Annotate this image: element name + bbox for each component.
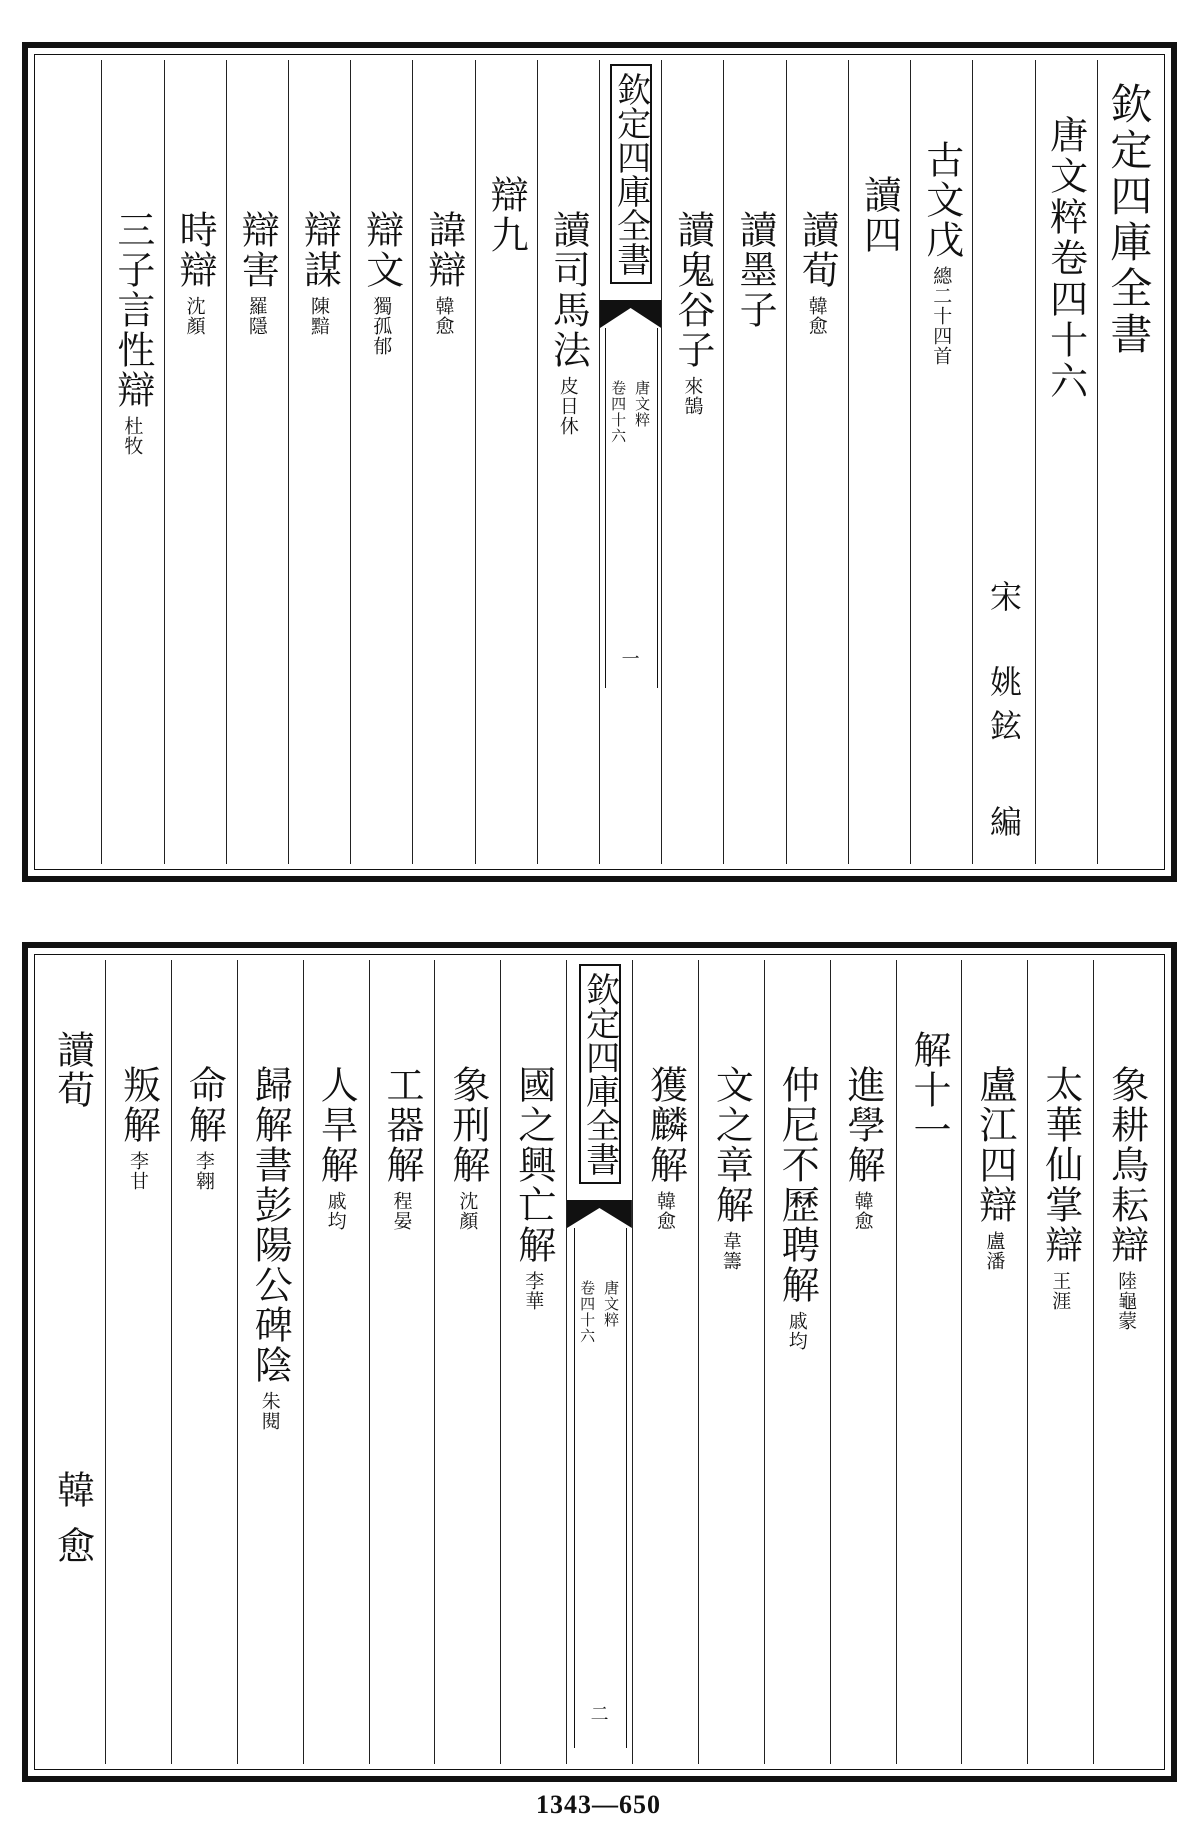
book-heading: 欽定四庫全書 [1104,82,1154,358]
toc-entry [421,210,466,336]
entry-title: 辯謀 [297,210,342,290]
category [919,140,964,366]
entry-author: 韓愈 [851,1191,874,1231]
entry-title: 太華仙掌辯 [1038,1065,1083,1265]
column [910,60,972,864]
entry-author: 杜牧 [121,416,144,456]
column [237,960,303,1764]
entry-title: 辯文 [359,210,404,290]
fold-caption [577,1280,622,1344]
category-note: 總二十四首 [930,266,953,366]
fold-page-number: 二 [590,1704,609,1725]
page-1-frame [22,42,1177,882]
column [105,960,171,1764]
entry-author: 李華 [522,1271,545,1311]
entry-title: 象刑解 [445,1065,490,1185]
entry-title: 文之章解 [709,1065,754,1225]
column [434,960,500,1764]
section-heading: 辯九 [484,175,529,255]
entry-author: 韓愈 [653,1191,676,1231]
fold-caption [608,380,653,444]
compiler-role: 編 [984,805,1023,837]
entry-title: 辯害 [235,210,280,290]
entry-author: 陸龜蒙 [1115,1271,1138,1331]
entry-author: 戚均 [785,1311,808,1351]
category-title: 古文戊 [919,140,964,260]
toc-entry [173,210,218,336]
fold-juan: 卷四十六 [578,1280,597,1344]
column [40,960,105,1764]
entry-author: 戚均 [324,1191,347,1231]
column [101,60,163,864]
catalog-number: 1343—650 [536,1790,661,1819]
entry-title: 讀鬼谷子 [670,210,715,370]
column [1097,60,1159,864]
entry-title: 歸解書彭陽公碑陰 [248,1065,293,1385]
toc-entry [643,1065,688,1231]
column [412,60,474,864]
fish-tail-icon [600,300,661,328]
toc-entry [972,1065,1017,1271]
fold-title: 欽定四庫全書 [579,964,621,1184]
entry-title: 讀荀 [795,210,840,290]
entry-title: 工器解 [379,1065,424,1185]
compiler-name: 姚鉉 [984,665,1023,753]
toc-entry [775,1065,820,1351]
entry-author: 韓愈 [805,296,828,336]
fold-page-number: 一 [621,649,640,670]
fish-tail-icon [567,1200,632,1228]
entry-title: 諱辯 [421,210,466,290]
toc-entry [841,1065,886,1231]
toc-entry [795,210,840,336]
toc-entry [297,210,342,336]
column [848,60,910,864]
entry-author: 沈顏 [456,1191,479,1231]
column [369,960,435,1764]
fold-book: 唐文粹 [602,1280,621,1328]
toc-entry [248,1065,293,1431]
toc-entry [110,210,155,456]
center-fold [599,60,661,864]
entry-author: 朱閱 [258,1391,281,1431]
toc-entry [379,1065,424,1231]
column [1093,960,1159,1764]
fold-book: 唐文粹 [633,380,652,428]
fold-juan: 卷四十六 [609,380,628,444]
column [288,60,350,864]
entry-author: 韓愈 [432,296,455,336]
article-author: 韓愈 [50,1470,95,1582]
page-1-columns [40,60,1159,864]
column [164,60,226,864]
column [303,960,369,1764]
entry-author: 程晏 [390,1191,413,1231]
entry-author: 李翱 [192,1151,215,1191]
page-2-frame [22,942,1177,1782]
toc-entry [546,210,591,436]
column [632,960,698,1764]
column [764,960,830,1764]
toc-entry [182,1065,227,1191]
entry-author: 皮日休 [556,376,579,436]
entry-title: 叛解 [116,1065,161,1145]
column [1027,960,1093,1764]
volume-title: 唐文粹卷四十六 [1043,115,1088,402]
column [786,60,848,864]
column [1035,60,1097,864]
entry-title: 國之興亡解 [511,1065,556,1265]
toc-entry [1104,1065,1149,1331]
column [972,60,1034,864]
fold-title: 欽定四庫全書 [610,64,652,284]
entry-title: 仲尼不歷聘解 [775,1065,820,1305]
page-2-columns [40,960,1159,1764]
entry-title: 讀司馬法 [546,210,591,370]
column [961,960,1027,1764]
entry-title: 人旱解 [314,1065,359,1185]
entry-author: 韋籌 [719,1231,742,1271]
column [226,60,288,864]
toc-entry [709,1065,754,1271]
section-heading: 解十一 [906,1030,951,1150]
column [661,60,723,864]
toc-entry [314,1065,359,1231]
entry-title: 讀墨子 [733,210,778,330]
entry-title: 進學解 [841,1065,886,1185]
entry-author: 盧潘 [983,1231,1006,1271]
toc-entry [445,1065,490,1231]
entry-title: 盧江四辯 [972,1065,1017,1225]
entry-author: 李甘 [126,1151,149,1191]
toc-entry [733,210,778,330]
entry-title: 三子言性辯 [110,210,155,410]
toc-entry [511,1065,556,1311]
toc-entry [116,1065,161,1191]
column [896,960,962,1764]
entry-author: 獨孤郁 [370,296,393,356]
column [40,60,101,864]
column [500,960,566,1764]
entry-author: 王涯 [1049,1271,1072,1311]
column [830,960,896,1764]
section-heading: 讀四 [857,175,902,255]
center-fold [566,960,632,1764]
entry-title: 時辯 [173,210,218,290]
column [475,60,537,864]
article-title: 讀荀 [50,1030,95,1110]
entry-author: 沈顏 [183,296,206,336]
entry-title: 獲麟解 [643,1065,688,1185]
toc-entry [670,210,715,416]
column [350,60,412,864]
column [537,60,599,864]
toc-entry [359,210,404,356]
entry-title: 象耕鳥耘辯 [1104,1065,1149,1265]
entry-author: 來鵠 [681,376,704,416]
compiler-dynasty: 宋 [984,580,1023,612]
entry-author: 陳黯 [308,296,331,336]
entry-author: 羅隱 [245,296,268,336]
column [723,60,785,864]
entry-title: 命解 [182,1065,227,1145]
column [698,960,764,1764]
toc-entry [1038,1065,1083,1311]
toc-entry [235,210,280,336]
column [171,960,237,1764]
